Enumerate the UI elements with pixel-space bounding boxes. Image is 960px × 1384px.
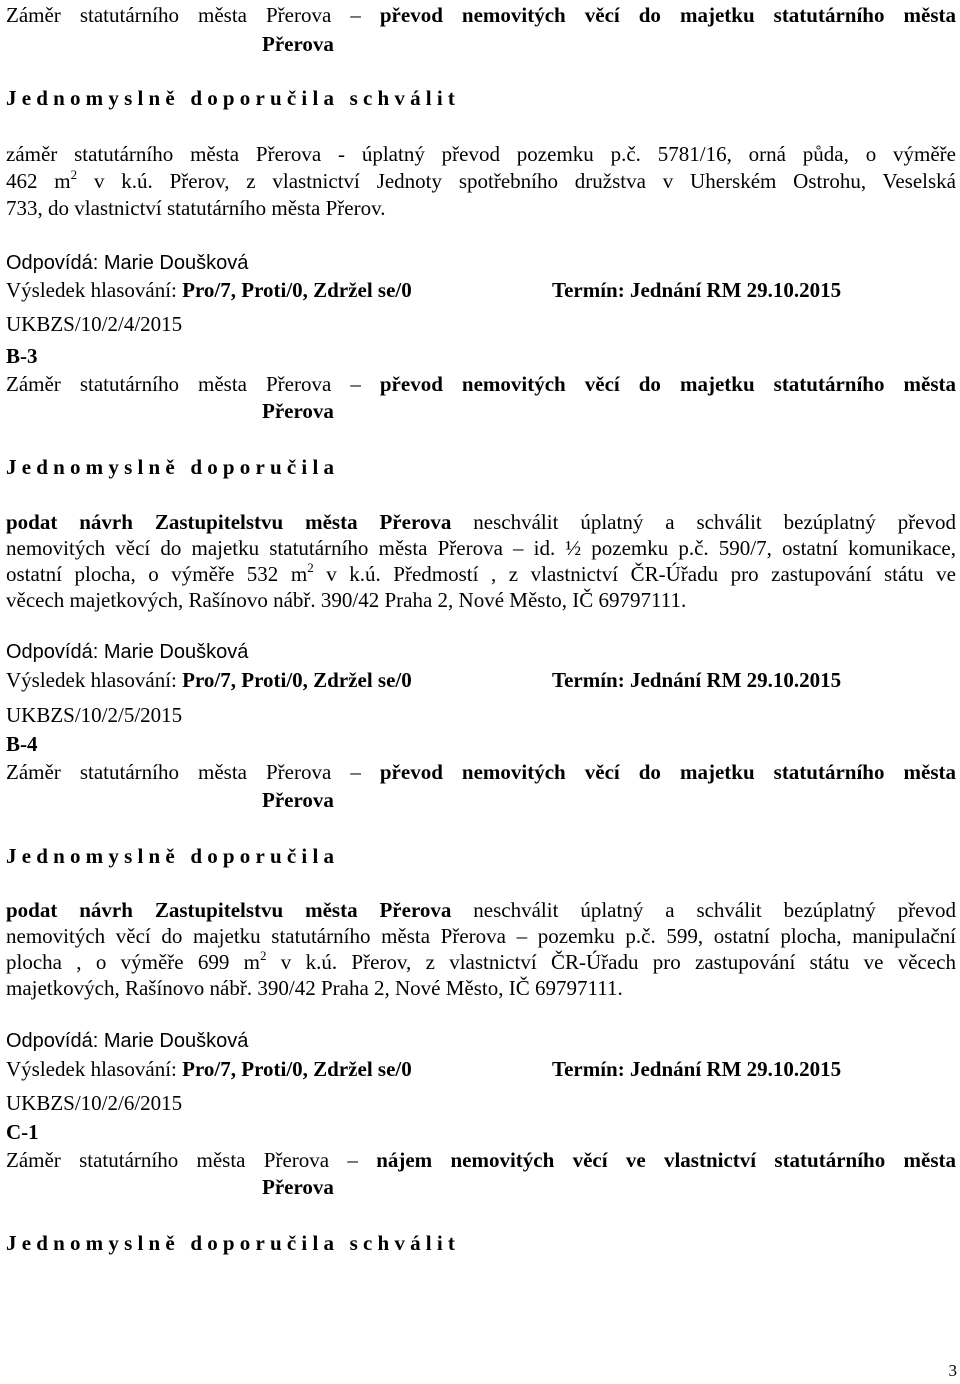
b3-body-line1	[6, 509, 956, 535]
title-bold: převod nemovitých věcí do majetku statutárního města	[379, 372, 956, 396]
b4-body-line2: nemovitých věcí do majetku statutárního města Přerova – pozemku p.č. 599, ostatní plocha, manipulační	[6, 924, 956, 948]
title-prefix: Záměr statutárního města Přerova –	[6, 1148, 377, 1172]
body-text: neschválit úplatný a schválit bezúplatný převod	[451, 898, 957, 922]
body-text: 462 m	[6, 169, 71, 193]
vote-result: Pro/7, Proti/0, Zdržel se/0	[182, 668, 412, 692]
b4-responsible: Odpovídá: Marie Doušková	[6, 1030, 249, 1052]
b3-body-line4: věcech majetkových, Rašínovo nábř. 390/42 Praha 2, Nové Město, IČ 69797111.	[6, 588, 687, 612]
b3-reference: UKBZS/10/2/5/2015	[6, 703, 183, 727]
top-item-body-line2	[6, 168, 956, 194]
body-text: neschválit úplatný a schválit bezúplatný převod	[451, 510, 957, 534]
title-prefix: Záměr statutárního města Přerova –	[6, 3, 380, 27]
body-bold: podat návrh Zastupitelstvu města Přerova	[6, 898, 452, 922]
b4-body-line1	[6, 897, 956, 923]
c1-title-line2: Přerova	[262, 1175, 334, 1199]
c1-code: C-1	[6, 1120, 39, 1144]
body-text: ostatní plocha, o výměře 532 m	[6, 562, 308, 586]
top-item-recommendation: Jednomyslně doporučila schválit	[6, 86, 461, 110]
top-item-reference: UKBZS/10/2/4/2015	[6, 312, 183, 336]
page-number: 3	[948, 1361, 957, 1380]
b4-title	[6, 759, 956, 785]
top-item-deadline: Termín: Jednání RM 29.10.2015	[552, 278, 842, 302]
b4-vote	[6, 1056, 412, 1082]
b4-code: B-4	[6, 732, 38, 756]
b3-body-line3	[6, 561, 956, 587]
body-bold: podat návrh Zastupitelstvu města Přerova	[6, 510, 452, 534]
vote-label: Výsledek hlasování:	[6, 278, 183, 302]
body-text: v k.ú. Předmostí , z vlastnictví ČR-Úřadu pro zastupování státu ve	[313, 562, 957, 586]
b3-responsible: Odpovídá: Marie Doušková	[6, 641, 249, 663]
top-item-vote	[6, 277, 412, 303]
vote-result: Pro/7, Proti/0, Zdržel se/0	[182, 278, 412, 302]
b3-body-line2: nemovitých věcí do majetku statutárního města Přerova – id. ½ pozemku p.č. 590/7, ostatní komunikace,	[6, 536, 956, 560]
b4-deadline: Termín: Jednání RM 29.10.2015	[552, 1057, 842, 1081]
b4-recommendation: Jednomyslně doporučila	[6, 844, 340, 868]
top-item-responsible: Odpovídá: Marie Doušková	[6, 252, 249, 274]
b3-recommendation: Jednomyslně doporučila	[6, 455, 340, 479]
top-item-body-line1: záměr statutárního města Přerova - úplatný převod pozemku p.č. 5781/16, orná půda, o výměře	[6, 142, 956, 166]
title-bold: nájem nemovitých věcí ve vlastnictví statutárního města	[376, 1148, 957, 1172]
top-item-body-line3: 733, do vlastnictví statutárního města Přerov.	[6, 196, 386, 220]
title-prefix: Záměr statutárního města Přerova –	[6, 760, 380, 784]
body-text: v k.ú. Přerov, z vlastnictví Jednoty spotřebního družstva v Uherském Ostrohu, Veselská	[77, 169, 956, 193]
superscript: 2	[70, 167, 78, 182]
c1-recommendation: Jednomyslně doporučila schválit	[6, 1231, 461, 1255]
vote-result: Pro/7, Proti/0, Zdržel se/0	[182, 1057, 412, 1081]
b4-body-line4: majetkových, Rašínovo nábř. 390/42 Praha 2, Nové Město, IČ 69797111.	[6, 976, 623, 1000]
b3-deadline: Termín: Jednání RM 29.10.2015	[552, 668, 842, 692]
b4-title-line2: Přerova	[262, 788, 334, 812]
body-text: plocha , o výměře 699 m	[6, 950, 261, 974]
superscript: 2	[260, 948, 267, 963]
vote-label: Výsledek hlasování:	[6, 668, 183, 692]
b3-code: B-3	[6, 344, 38, 368]
b3-title-line2: Přerova	[262, 399, 334, 423]
title-bold: převod nemovitých věcí do majetku statutárního města	[379, 760, 956, 784]
top-item-title	[6, 2, 956, 28]
title-bold: převod nemovitých věcí do majetku statutárního města	[379, 3, 956, 27]
b4-reference: UKBZS/10/2/6/2015	[6, 1091, 183, 1115]
c1-title	[6, 1147, 956, 1173]
b3-vote	[6, 667, 412, 693]
body-text: v k.ú. Přerov, z vlastnictví ČR-Úřadu pro zastupování státu ve věcech	[266, 950, 956, 974]
superscript: 2	[307, 560, 314, 575]
vote-label: Výsledek hlasování:	[6, 1057, 183, 1081]
b4-body-line3	[6, 949, 956, 975]
title-prefix: Záměr statutárního města Přerova –	[6, 372, 380, 396]
top-item-title-line2: Přerova	[262, 32, 334, 56]
b3-title	[6, 371, 956, 397]
